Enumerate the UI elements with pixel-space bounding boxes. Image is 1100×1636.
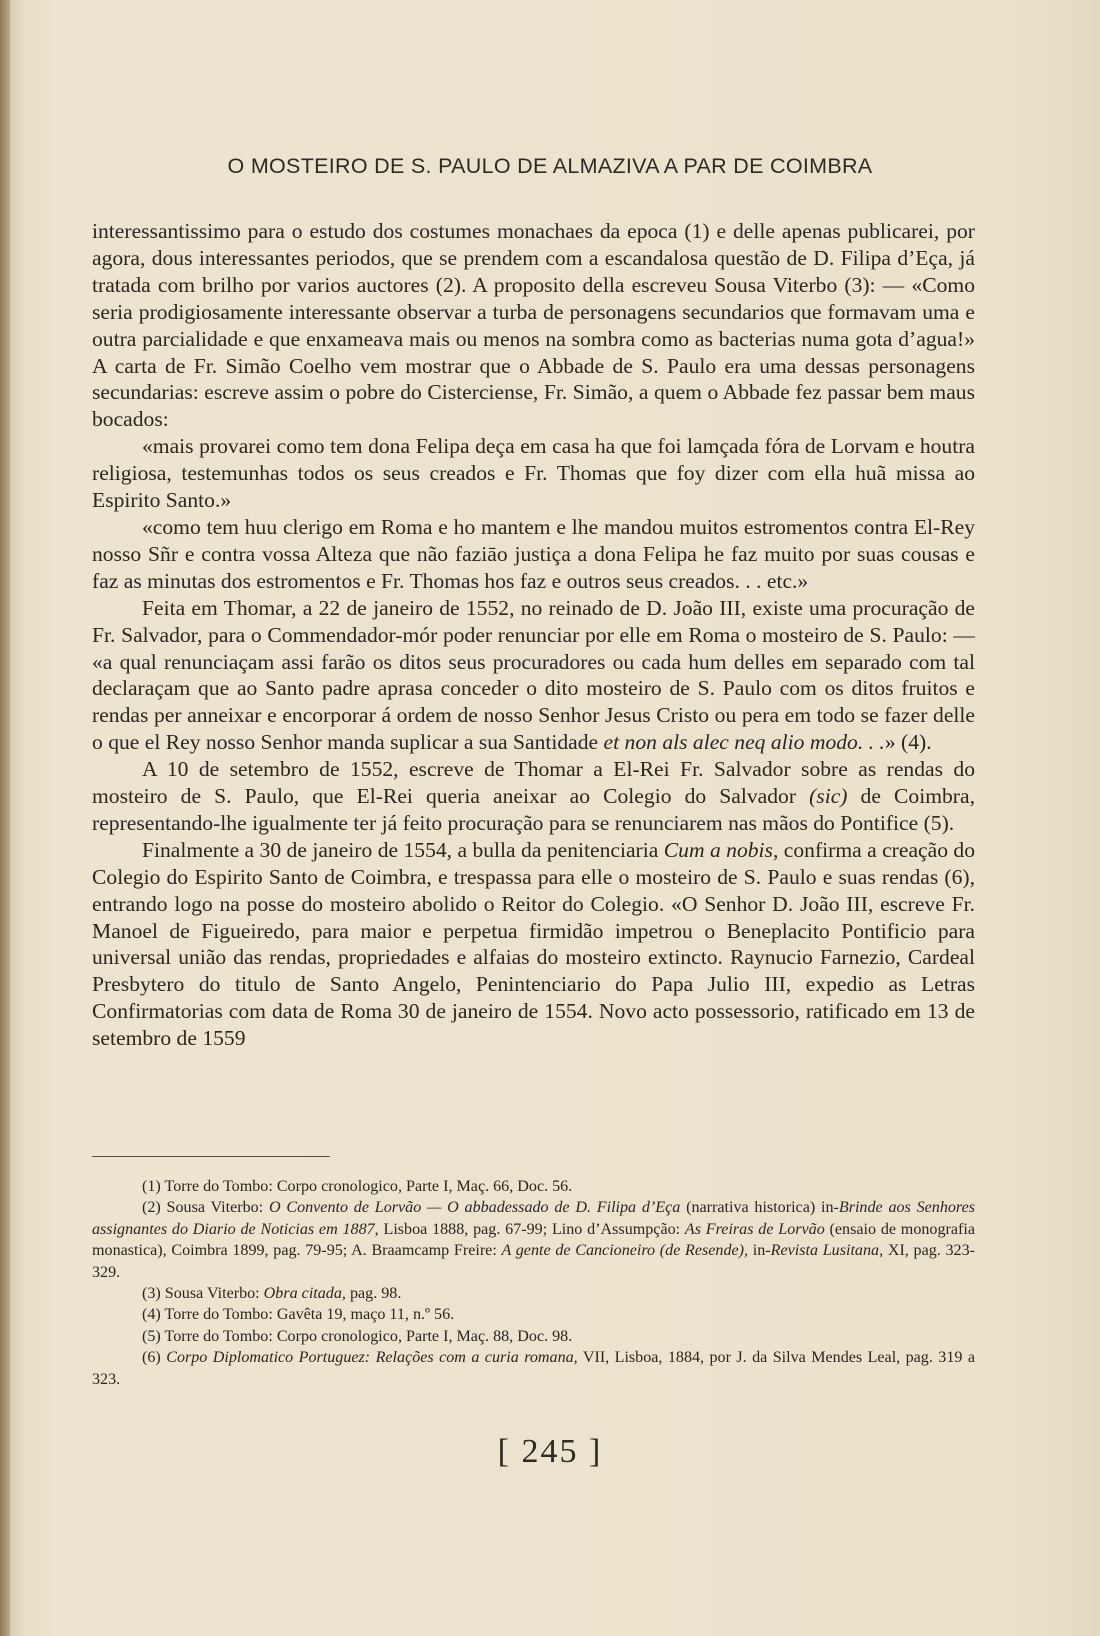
footnote-2-f: As Freiras de Lorvão [684,1220,825,1238]
paragraph-4 [92,837,975,1052]
footnote-3-a: (3) Sousa Viterbo: [142,1285,264,1303]
footnote-2 [92,1197,975,1283]
footnote-2-g: (ensaio de monografia monastica), Coimbra 1899, pag. 79-95; A. Braamcamp Freire: [92,1220,975,1260]
paragraph-2 [92,595,975,756]
footnote-3-b: Obra citada, [263,1285,346,1303]
footnote-6-a: (6) [142,1349,167,1367]
paragraph-4-text: Finalmente a 30 de janeiro de 1554, a bulla da penitenciaria [142,837,664,862]
paragraph-2-end: » (4). [884,730,932,755]
footnote-2-c: (narrativa historica) in- [680,1199,839,1217]
paragraph-2-latin: et non als alec neq alio modo. . . [603,730,885,755]
footnote-2-e: Lisboa 1888, pag. 67-99; Lino d’Assumpção: [378,1220,685,1238]
footnote-5: (5) Torre do Tombo: Corpo cronologico, Parte I, Maç. 88, Doc. 98. [142,1327,573,1345]
paragraph-4-bull-title: Cum a nobis, [663,837,779,862]
footnote-2-h: A gente de Cancioneiro (de Resende), [501,1242,749,1260]
footnote-6-b: Corpo Diplomatico Portuguez: Relações com a curia romana, [166,1349,578,1367]
paragraph-1: interessantissimo para o estudo dos costumes monachaes da epoca (1) e delle apenas publicarei, por agora, dous interessantes periodos, que se prendem com a escandalosa questão de D. Filipa d’Eça, já tratada com brilho por varios auctores (2). A proposito della escreveu Sousa Viterbo (3): — «Como seria prodigiosamente interessante observar a turba de personagens secundarios que formavam uma e outra parcialidade e que enxameava mais ou menos na sombra como as bacterias numa gota d’agua!» A carta de Fr. Simão Coelho vem mostrar que o Abbade de S. Paulo era uma dessas personagens secundarias: escreve assim o pobre do Cisterciense, Fr. Simão, a quem o Abbade fez passar bem maus bocados: [92,219,975,432]
footnote-4: (4) Torre do Tombo: Gavêta 19, maço 11, n.º 56. [142,1306,455,1324]
footnote-3-c: pag. 98. [345,1285,402,1303]
paragraph-3-end: de Coimbra, representando-lhe igualmente ter já feito procuração para se renunciarem nas mãos do Pontifice (5). [92,784,975,835]
paragraph-4-end: confirma a creação do Colegio do Espirito Santo de Coimbra, e trespassa para elle o mosteiro de S. Paulo e suas rendas (6), entrando logo na posse do mosteiro abolido o Reitor do Colegio. «O Senhor D. João III, escreve Fr. Manoel de Figueiredo, para maior e perpetua firmidão impetrou o Beneplacito Pontificio para universal união das rendas, propriedades e alfaias do mosteiro extincto. Raynucio Farnezio, Cardeal Presbytero do titulo de Santo Angelo, Penintenciario do Papa Julio III, expedio as Letras Confirmatorias com data de Roma 30 de janeiro de 1554. Novo acto possessorio, ratificado em 13 de setembro de 1559 [92,837,976,1051]
footnote-1: (1) Torre do Tombo: Corpo cronologico, Parte I, Maç. 66, Doc. 56. [142,1178,573,1195]
page-number: [ 245 ] [497,1433,603,1470]
paragraph-3-text: A 10 de setembro de 1552, escreve de Thomar a El-Rei Fr. Salvador sobre as rendas do mosteiro de S. Paulo, que El-Rei queria aneixar ao Colegio do Salvador [92,757,975,809]
footnote-rule [92,1156,330,1157]
footnote-2-b: O Convento de Lorvão — O abbadessado de D. Filipa d’Eça [268,1199,681,1217]
footnotes [92,1176,975,1390]
footnote-6 [92,1347,975,1390]
footnote-2-j: Revista Lusitana, [770,1242,884,1260]
footnote-2-d: Brinde aos Senhores assignantes do Diario de Noticias em 1887, [92,1199,975,1238]
main-text [92,218,975,1052]
footnote-2-k: XI, pag. 323-329. [92,1242,975,1281]
footnote-2-i: in- [748,1242,771,1260]
paragraph-3-sic: (sic) [809,784,848,809]
footnote-6-c: VII, Lisboa, 1884, por J. da Silva Mendes Leal, pag. 319 a 323. [92,1349,976,1388]
paragraph-3 [92,756,975,837]
quotation-1: «mais provarei como tem dona Felipa deça em casa ha que foi lamçada fóra de Lorvam e houtra religiosa, testemunhas todos os seus creados e Fr. Thomas que foy dizer com ella huã missa ao Espirito Santo.» [92,434,975,513]
running-title: O MOSTEIRO DE S. PAULO DE ALMAZIVA A PAR DE COIMBRA [227,154,873,178]
book-spine-edge [0,0,10,1636]
quotation-2: «como tem huu clerigo em Roma e ho mantem e lhe mandou muitos estromentos contra El-Rey nosso Sñr e contra vossa Alteza que não faziāo justiça a dona Felipa he faz muito por suas cousas e faz as minutas dos estromentos e Fr. Thomas hos faz e outros seus creados. . . etc.» [92,514,975,593]
footnote-3 [92,1283,975,1304]
paragraph-2-text: Feita em Thomar, a 22 de janeiro de 1552, no reinado de D. João III, existe uma procuração de Fr. Salvador, para o Commendador-mór poder renunciar por elle em Roma o mosteiro de S. Paulo: — «a qual renunciaçam assi farão os ditos seus procuradores ou cada hum delles em separado com tal declaraçam que ao Santo padre aprasa conceder o dito mosteiro de S. Paulo com os ditos fruitos e rendas per anneixar e encorporar á ordem de nosso Senhor Jesus Cristo ou pera em todo se fazer delle o que el Rey nosso Senhor manda suplicar a sua Santidade [92,595,975,755]
footnote-2-a: (2) Sousa Viterbo: [142,1199,269,1217]
